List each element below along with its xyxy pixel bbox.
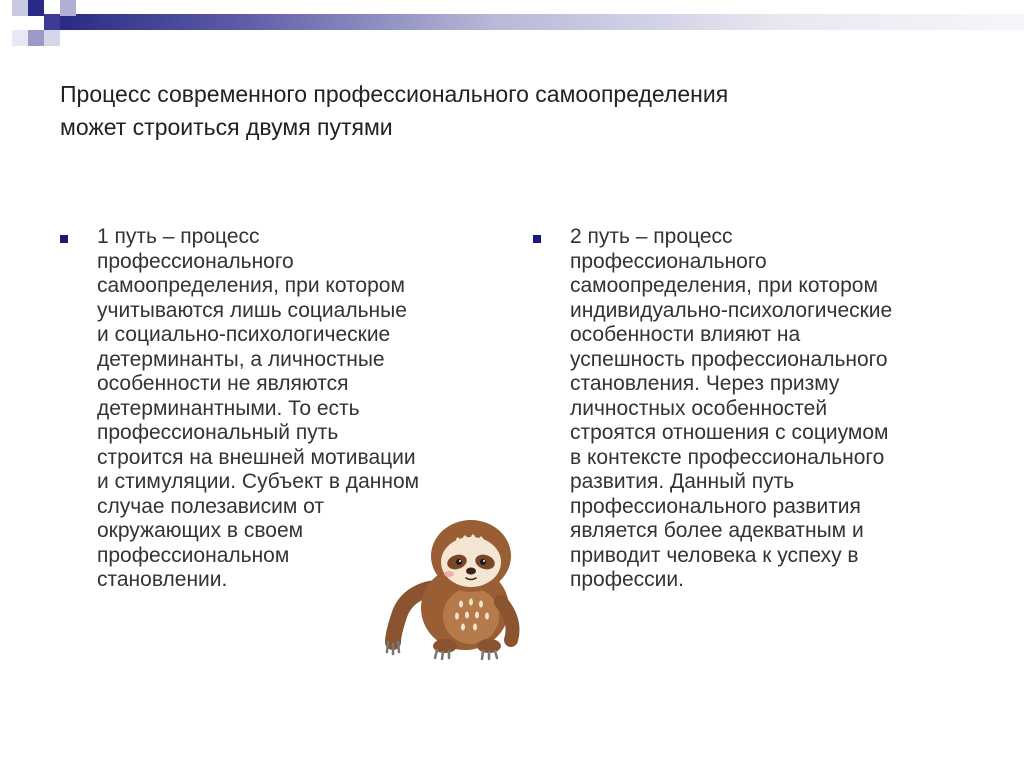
bullet-square-icon	[533, 235, 541, 243]
text-line: профессиональном	[97, 543, 290, 567]
sloth-illustration	[385, 518, 525, 660]
bullet-square-icon	[60, 235, 68, 243]
text-line: является более адекватным и	[570, 519, 864, 542]
header-square-4	[60, 0, 76, 16]
text-line: детерминанты, а личностные	[97, 347, 385, 371]
text-line: и стимуляции. Субъект в данном	[97, 470, 420, 493]
header-square-5	[28, 30, 44, 46]
text-line: профессионального	[570, 249, 767, 273]
bullet-text-path-2	[570, 225, 892, 593]
text-line: развития. Данный путь	[570, 470, 795, 493]
text-line: профессионального развития	[570, 494, 861, 518]
text-line: профессионального	[97, 249, 294, 273]
title-line-1: Процесс современного профессионального самоопределения	[60, 81, 729, 107]
text-line: строится на внешней мотивации	[97, 445, 416, 469]
text-line: становления. Через призму	[570, 372, 840, 395]
text-line: особенности не являются	[97, 372, 349, 395]
header-square-1	[12, 0, 28, 16]
bullet-text-path-1	[97, 225, 419, 593]
text-line: случае полезависим от	[97, 494, 324, 518]
text-line: 1 путь – процесс	[97, 225, 260, 248]
text-line: окружающих в своем	[97, 519, 304, 542]
text-line: и социально-психологические	[97, 323, 391, 346]
text-line: самоопределения, при котором	[97, 274, 405, 297]
text-line: личностных особенностей	[570, 396, 828, 420]
text-line: успешность профессионального	[570, 347, 888, 371]
header-square-7	[12, 30, 28, 46]
text-line: в контексте профессионального	[570, 445, 885, 469]
title-line-2: может строиться двумя путями	[60, 114, 393, 140]
text-line: строятся отношения с социумом	[570, 421, 889, 444]
text-line: профессиональный путь	[97, 421, 339, 444]
header-square-2	[28, 0, 44, 16]
text-line: становлении.	[97, 568, 228, 591]
text-line: особенности влияют на	[570, 323, 801, 346]
header-gradient-bar	[60, 14, 1024, 30]
text-line: самоопределения, при котором	[570, 274, 878, 297]
header-square-6	[44, 30, 60, 46]
text-line: приводит человека к успеху в	[570, 543, 859, 567]
text-line: профессии.	[570, 568, 684, 591]
slide-title	[60, 78, 960, 144]
text-line: 2 путь – процесс	[570, 225, 733, 248]
header-square-3	[44, 14, 60, 30]
text-line: детерминантными. То есть	[97, 396, 360, 420]
text-line: учитываются лишь социальные	[97, 298, 407, 322]
text-line: индивидуально-психологические	[570, 298, 893, 322]
